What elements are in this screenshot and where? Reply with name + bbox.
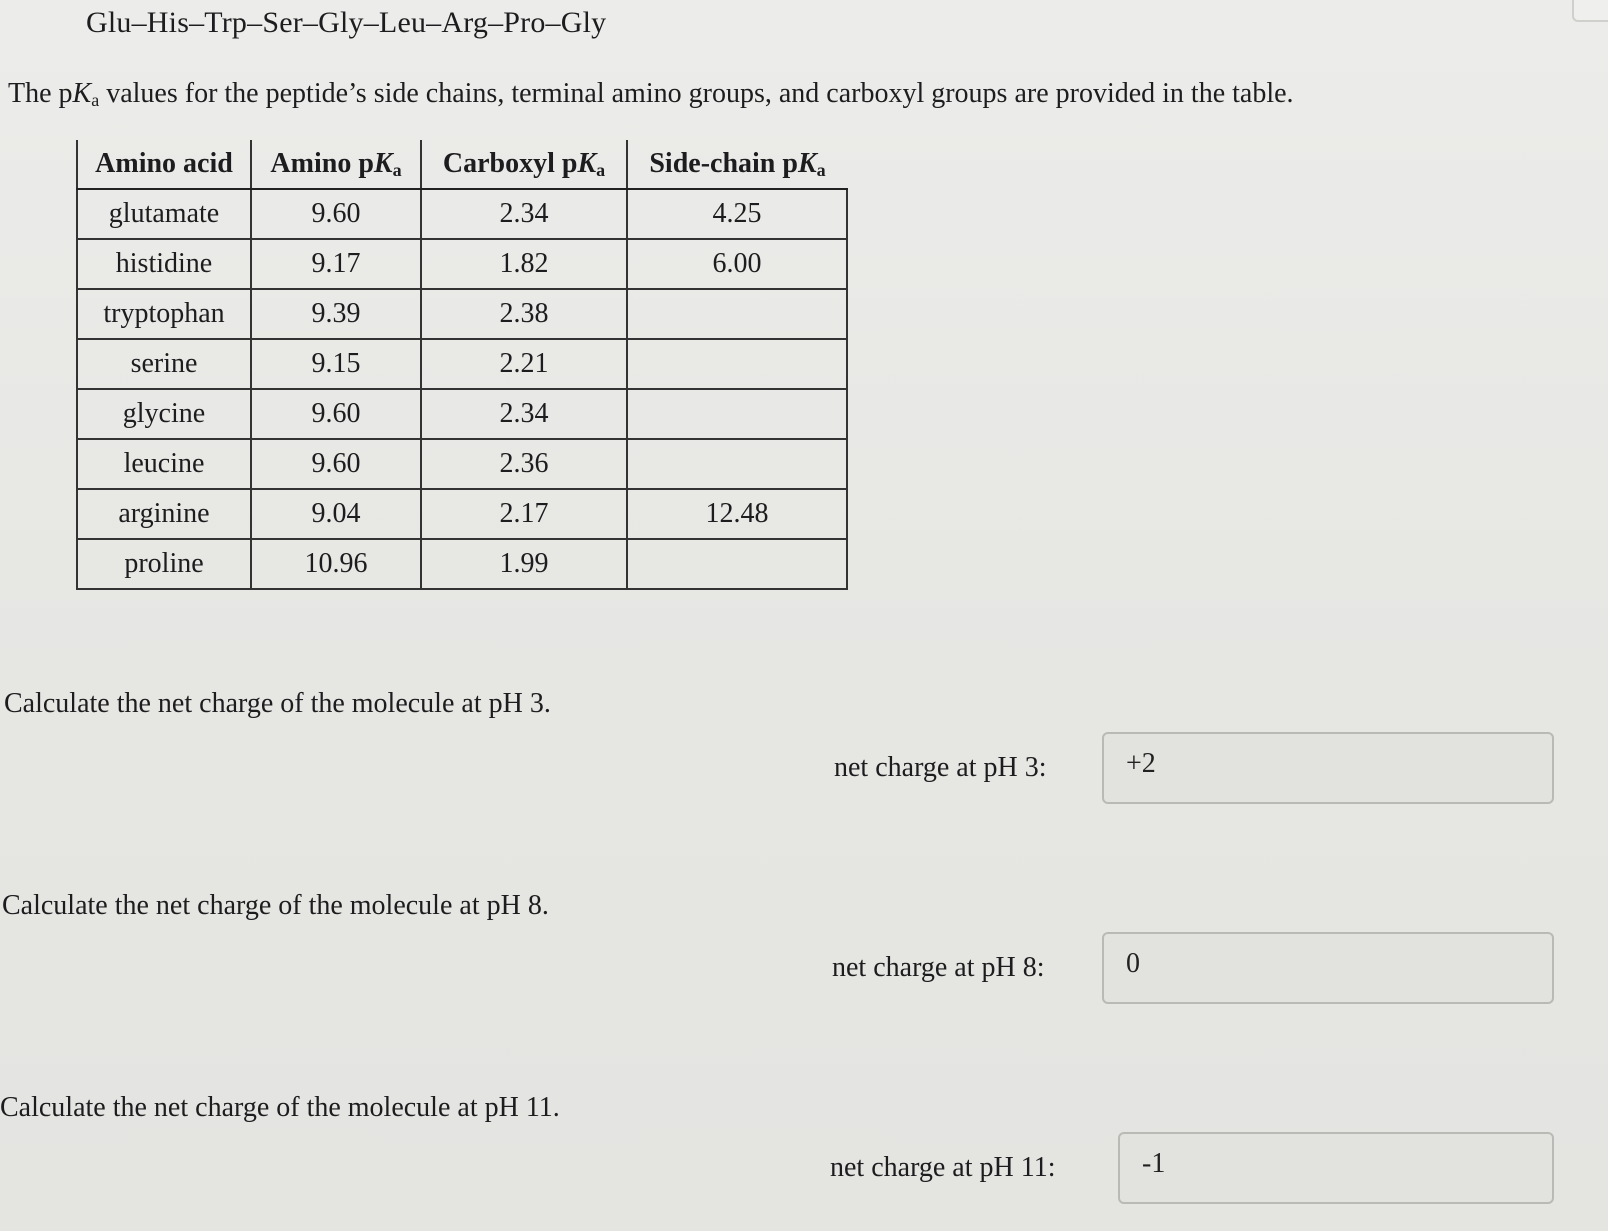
cell-sidechain-pka: [627, 289, 847, 339]
header-carboxyl-pka: [421, 140, 627, 189]
header-sidechain-pka-text: Side-chain p: [649, 147, 798, 179]
table-row: [77, 189, 847, 239]
table-row: [77, 489, 847, 539]
answer-input-ph3[interactable]: +2: [1102, 732, 1554, 804]
header-carboxyl-pka-k: K: [577, 147, 597, 179]
header-amino-pka-k: K: [373, 147, 393, 179]
cell-sidechain-pka: [627, 389, 847, 439]
cell-sidechain-pka: 4.25: [627, 189, 847, 239]
cell-amino-acid: arginine: [77, 489, 251, 539]
cell-sidechain-pka: 12.48: [627, 489, 847, 539]
intro-k: K: [72, 78, 92, 109]
cell-carboxyl-pka: 2.36: [421, 439, 627, 489]
header-amino-pka-sub: a: [392, 159, 402, 180]
cell-sidechain-pka: [627, 439, 847, 489]
cell-amino-acid: glutamate: [77, 189, 251, 239]
header-amino-pka-text: Amino p: [270, 147, 374, 179]
cell-amino-pka: 10.96: [251, 539, 421, 589]
table-row: [77, 389, 847, 439]
cell-amino-acid: serine: [77, 339, 251, 389]
question-ph11-prompt: Calculate the net charge of the molecule at pH 11.: [0, 1092, 560, 1123]
corner-tab: [1572, 0, 1608, 22]
cell-amino-acid: glycine: [77, 389, 251, 439]
header-carboxyl-pka-text: Carboxyl p: [442, 147, 578, 179]
cell-sidechain-pka: [627, 339, 847, 389]
cell-carboxyl-pka: 1.82: [421, 239, 627, 289]
header-sidechain-pka-sub: a: [816, 159, 826, 180]
cell-amino-pka: 9.60: [251, 439, 421, 489]
table-row: [77, 239, 847, 289]
cell-amino-acid: leucine: [77, 439, 251, 489]
cell-amino-pka: 9.60: [251, 389, 421, 439]
cell-amino-pka: 9.60: [251, 189, 421, 239]
answer-label-ph3: net charge at pH 3:: [834, 752, 1047, 783]
answer-label-ph8: net charge at pH 8:: [832, 952, 1045, 983]
cell-amino-acid: proline: [77, 539, 251, 589]
cell-carboxyl-pka: 2.17: [421, 489, 627, 539]
cell-carboxyl-pka: 2.34: [421, 389, 627, 439]
cell-carboxyl-pka: 2.38: [421, 289, 627, 339]
intro-before: The p: [8, 78, 73, 109]
table-row: [77, 539, 847, 589]
question-ph3-prompt: Calculate the net charge of the molecule at pH 3.: [4, 688, 551, 719]
pka-table-header-row: [77, 140, 847, 189]
cell-carboxyl-pka: 2.21: [421, 339, 627, 389]
cell-amino-pka: 9.39: [251, 289, 421, 339]
cell-carboxyl-pka: 1.99: [421, 539, 627, 589]
question-ph8-prompt: Calculate the net charge of the molecule at pH 8.: [2, 890, 549, 921]
intro-after: values for the peptide’s side chains, terminal amino groups, and carboxyl groups are provided in the table.: [99, 78, 1294, 109]
header-amino-pka: [251, 140, 421, 189]
header-amino-acid: Amino acid: [77, 140, 251, 189]
peptide-sequence: Glu–His–Trp–Ser–Gly–Leu–Arg–Pro–Gly: [86, 6, 607, 39]
table-row: [77, 289, 847, 339]
table-row: [77, 339, 847, 389]
header-sidechain-pka-k: K: [797, 147, 817, 179]
intro-sub: a: [91, 90, 100, 110]
answer-input-ph8[interactable]: 0: [1102, 932, 1554, 1004]
answer-label-ph11: net charge at pH 11:: [830, 1152, 1056, 1183]
cell-amino-pka: 9.17: [251, 239, 421, 289]
header-sidechain-pka: [627, 140, 847, 189]
cell-amino-pka: 9.15: [251, 339, 421, 389]
cell-carboxyl-pka: 2.34: [421, 189, 627, 239]
cell-sidechain-pka: [627, 539, 847, 589]
cell-amino-pka: 9.04: [251, 489, 421, 539]
table-row: [77, 439, 847, 489]
pka-table: [76, 140, 848, 590]
intro-text: [8, 78, 1294, 111]
header-carboxyl-pka-sub: a: [596, 159, 606, 180]
answer-input-ph11[interactable]: -1: [1118, 1132, 1554, 1204]
cell-amino-acid: tryptophan: [77, 289, 251, 339]
cell-sidechain-pka: 6.00: [627, 239, 847, 289]
cell-amino-acid: histidine: [77, 239, 251, 289]
